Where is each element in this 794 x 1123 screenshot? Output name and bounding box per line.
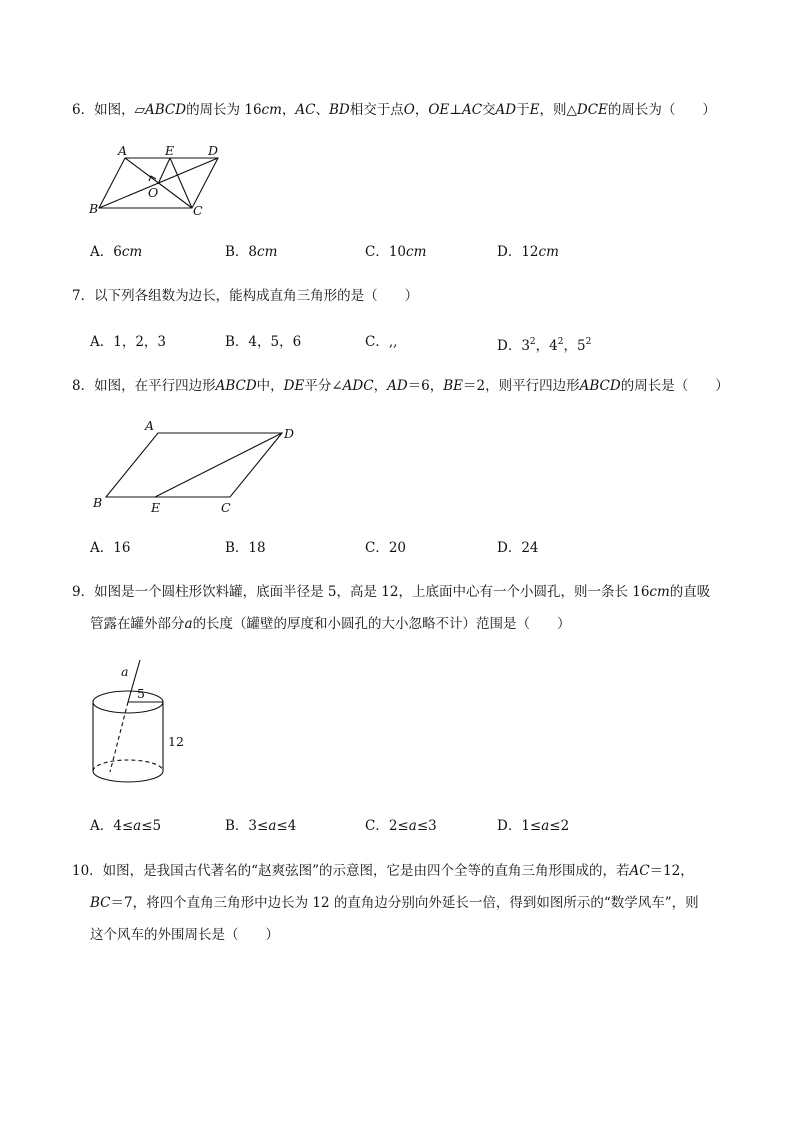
q9-option-c[interactable]: C．2≤a≤3 <box>365 818 437 834</box>
question-7-text: 7．以下列各组数为边长，能构成直角三角形的是（ ） <box>72 288 419 304</box>
label-e: E <box>165 143 175 158</box>
q9-option-b[interactable]: B．3≤a≤4 <box>225 818 297 834</box>
label-c: C <box>193 203 203 218</box>
question-number: 6． <box>72 102 95 118</box>
label-d: D <box>208 143 219 158</box>
q8-option-b[interactable]: B．18 <box>225 540 266 556</box>
bottom-back-arc <box>93 760 163 771</box>
q6-option-c[interactable]: C．10cm <box>365 244 427 260</box>
label-e: E <box>151 500 161 515</box>
question-6-text: 6．如图，▱ABCD的周长为 16cm，AC、BD相交于点O，OE⊥AC交AD于E，则△DCE的周长为（ ） <box>72 102 716 118</box>
label-a: a <box>121 664 129 679</box>
label-o: O <box>148 185 159 200</box>
question-9-text-line1: 9．如图是一个圆柱形饮料罐，底面半径是 5，高是 12，上底面中心有一个小圆孔，则一条长 16cm的直吸 <box>72 584 711 600</box>
q9-option-d[interactable]: D．1≤a≤2 <box>497 818 570 834</box>
q7-option-d[interactable]: D．$3^2$，$4^2$，$5^2$ <box>497 337 592 354</box>
q7-option-c[interactable]: C．,, <box>365 334 398 350</box>
label-c: C <box>221 500 231 515</box>
label-b: B <box>89 201 99 216</box>
q9-option-a[interactable]: A．4≤a≤5 <box>90 818 162 834</box>
bottom-front-arc <box>93 771 163 782</box>
q7-option-a[interactable]: A．1，2，3 <box>90 334 167 350</box>
label-b: B <box>93 495 103 510</box>
question-9-text-line2: 管露在罐外部分a的长度（罐壁的厚度和小圆孔的大小忽略不计）范围是（ ） <box>90 616 571 632</box>
label-radius: 5 <box>137 686 145 701</box>
q6-option-d[interactable]: D．12cm <box>497 244 559 260</box>
label-a: A <box>118 143 128 158</box>
label-d: D <box>284 426 295 441</box>
q7-option-b[interactable]: B．4，5，6 <box>225 334 302 350</box>
label-a: A <box>145 418 155 433</box>
q8-option-a[interactable]: A．16 <box>90 540 131 556</box>
label-height: 12 <box>168 734 184 749</box>
q8-option-d[interactable]: D．24 <box>497 540 539 556</box>
question-8-text: 8．如图，在平行四边形ABCD中，DE平分∠ADC，AD＝6，BE＝2，则平行四边形ABCD的周长是（ ） <box>72 378 729 394</box>
question-10-text-line2: BC＝7，将四个直角三角形中边长为 12 的直角边分别向外延长一倍，得到如图所示的“数学风车”，则 <box>90 895 699 911</box>
q6-option-a[interactable]: A．6cm <box>90 244 143 260</box>
q8-option-c[interactable]: C．20 <box>365 540 407 556</box>
question-10-text-line3: 这个风车的外围周长是（ ） <box>90 927 279 943</box>
q6-option-b[interactable]: B．8cm <box>225 244 278 260</box>
question-10-text-line1: 10．如图，是我国古代著名的“赵爽弦图”的示意图，它是由四个全等的直角三角形围成的，若AC＝12， <box>72 863 694 879</box>
